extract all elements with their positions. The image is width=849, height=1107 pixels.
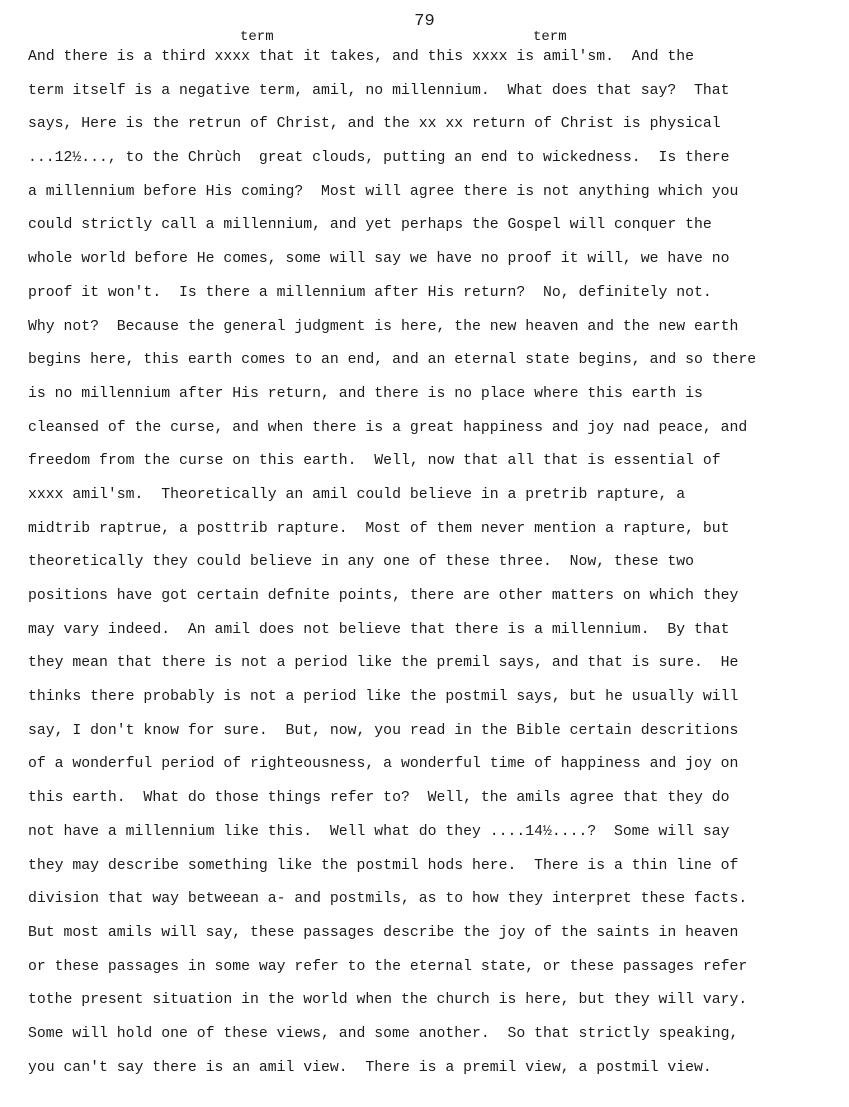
text-line: could strictly call a millennium, and yet perhaps the Gospel will conquer the bbox=[28, 217, 712, 234]
text-line: you can't say there is an amil view. There is a premil view, a postmil view. bbox=[28, 1059, 712, 1076]
text-line: But most amils will say, these passages describe the joy of the saints in heaven bbox=[28, 924, 739, 941]
text-line: division that way betweean a- and postmils, as to how they interpret these facts. bbox=[28, 891, 748, 908]
text-line: Why not? Because the general judgment is here, the new heaven and the new earth bbox=[28, 318, 739, 335]
page-number: 79 bbox=[414, 12, 435, 31]
text-line: positions have got certain defnite points, there are other matters on which they bbox=[28, 588, 739, 604]
text-line: cleansed of the curse, and when there is a great happiness and joy nad peace, and bbox=[28, 419, 748, 436]
text-line: begins here, this earth comes to an end, and an eternal state begins, and so there bbox=[28, 352, 757, 369]
text-line: this earth. What do those things refer to? Well, the amils agree that they do bbox=[28, 790, 730, 807]
text-line: midtrib raptrue, a posttrib rapture. Most of them never mention a rapture, but bbox=[28, 520, 730, 537]
text-line: a millennium before His coming? Most will agree there is not anything which you bbox=[28, 183, 739, 200]
text-line: thinks there probably is not a period like the postmil says, but he usually will bbox=[28, 689, 739, 706]
text-line: ...12½..., to the Chrùch great clouds, putting an end to wickedness. Is there bbox=[28, 150, 730, 167]
typed-transcript-body bbox=[28, 44, 843, 1088]
text-line: whole world before He comes, some will say we have no proof it will, we have no bbox=[28, 251, 730, 268]
text-line: says, Here is the retrun of Christ, and the xx xx return of Christ is physical bbox=[28, 116, 721, 133]
text-line: they mean that there is not a period like the premil says, and that is sure. He bbox=[28, 655, 739, 672]
handwritten-annotation: term bbox=[240, 29, 274, 45]
text-line: term itself is a negative term, amil, no millennium. What does that say? That bbox=[28, 82, 730, 99]
text-line: theoretically they could believe in any one of these three. Now, these two bbox=[28, 554, 694, 571]
text-line: of a wonderful period of righteousness, a wonderful time of happiness and joy on bbox=[28, 756, 739, 773]
handwritten-annotation: term bbox=[533, 29, 567, 45]
text-line: tothe present situation in the world when the church is here, but they will vary. bbox=[28, 992, 748, 1009]
text-line: they may describe something like the postmil hods here. There is a thin line of bbox=[28, 857, 739, 874]
text-line: is no millennium after His return, and there is no place where this earth is bbox=[28, 385, 703, 402]
text-line: not have a millennium like this. Well what do they ....14½....? Some will say bbox=[28, 823, 730, 840]
text-line: And there is a third xxxx that it takes, and this xxxx is amil'sm. And the bbox=[28, 49, 694, 65]
text-line: proof it won't. Is there a millennium after His return? No, definitely not. bbox=[28, 284, 712, 301]
text-line: or these passages in some way refer to the eternal state, or these passages refer bbox=[28, 958, 748, 975]
text-line: freedom from the curse on this earth. Well, now that all that is essential of bbox=[28, 453, 721, 470]
text-line: may vary indeed. An amil does not believe that there is a millennium. By that bbox=[28, 621, 730, 638]
text-line: Some will hold one of these views, and some another. So that strictly speaking, bbox=[28, 1025, 739, 1042]
text-line: xxxx amil'sm. Theoretically an amil could believe in a pretrib rapture, a bbox=[28, 486, 686, 503]
text-line: say, I don't know for sure. But, now, you read in the Bible certain descritions bbox=[28, 722, 739, 739]
